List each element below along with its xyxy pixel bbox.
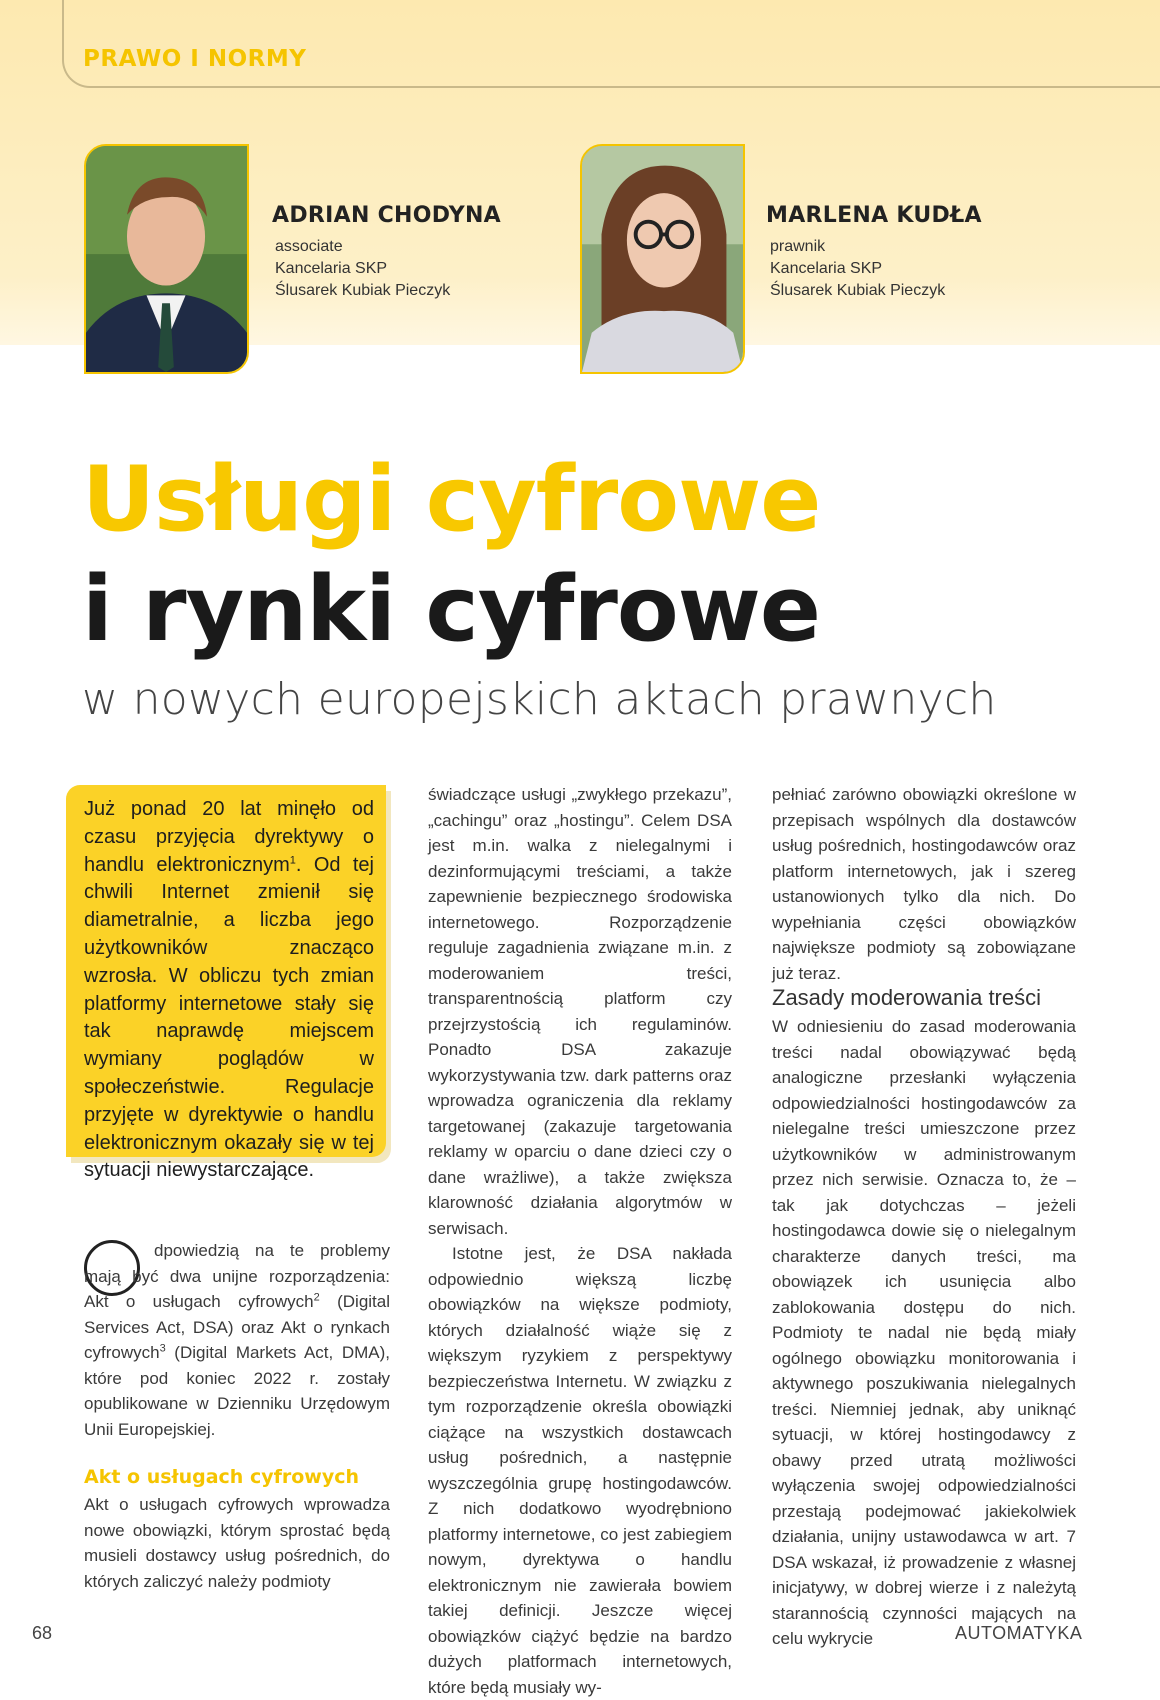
title-line-2: i rynki cyfrowe — [82, 557, 820, 662]
column-2 — [428, 782, 732, 1700]
author-role-1: associate — [275, 238, 343, 255]
footnote-ref-2: 2 — [313, 1291, 320, 1304]
magazine-name: AUTOMATYKA — [955, 1623, 1083, 1643]
footnote-ref-1: 1 — [289, 853, 296, 866]
column-1-para — [84, 1492, 390, 1594]
author-name-2: MARLENA KUDŁA — [766, 203, 982, 228]
author-photo-marlena — [580, 144, 745, 374]
author-firm-1a: Kancelaria SKP — [275, 260, 388, 277]
column-3-body — [772, 1014, 1076, 1652]
subheading-akt-o-uslugach: Akt o usługach cyfrowych — [84, 1466, 360, 1488]
col1-intro-a: dpowiedzią na te problemy mają być dwa unijne rozporządzenia: Akt o usługach cyfrowych — [84, 1241, 390, 1311]
col3-paragraph-2: W odniesieniu do zasad moderowania treści nadal obowiązywać będą analogiczne przesłanki wyłączenia odpowiedzialności hostingodawców za nielegalne treści umieszczone przez użytkowników w administrowanym przez nich serwisie. Oznacza to, że – tak jak dotychczas – jeżeli hostingodawca dowie się o nielegalnym charakterze danych treści, ma obowiązek ich usunięcia albo zablokowania dostępu do nich. Podmioty te nadal nie będą miały ogólnego obowiązku monitorowania i aktywnego poszukiwania nielegalnych treści. Niemniej jednak, aby uniknąć sytuacji, w której hostingodawcy z obawy przed utratą możliwości wyłączenia swojej odpowiedzialności przestają podejmować jakiekolwiek działania, unijny ustawodawca w art. 7 DSA wskazał, iż prowadzenie z własnej inicjatywy, w dobrej wierze i z należytą starannością czynności mających na celu wykrycie — [772, 1017, 1076, 1648]
lead-text-b: . Od tej chwili Internet zmienił się diametralnie, a liczba jego użytkowników znacząco wzrosła. W obliczu tych zmian platformy internetowe stały się tak naprawdę miejscem wymiany poglądów w społeczeństwie. Regulacje przyjęte w dyrektywie o handlu elektronicznym okazały się w tej sytuacji niewystarczające. — [84, 853, 374, 1182]
section-label: PRAWO I NORMY — [83, 46, 307, 72]
author-photo-adrian — [84, 144, 249, 374]
author-name-1: ADRIAN CHODYNA — [272, 203, 502, 228]
author-firm-2a: Kancelaria SKP — [770, 260, 883, 277]
col1-intro-c: (Digital Markets Act, DMA), które pod koniec 2022 r. zostały opublikowane w Dzienniku Urzędowym Unii Europejskiej. — [84, 1343, 390, 1439]
lead-text-a: Już ponad 20 lat minęło od czasu przyjęcia dyrektywy o handlu elektronicznym — [84, 798, 374, 876]
page-number: 68 — [32, 1623, 53, 1643]
col1-para-text: Akt o usługach cyfrowych wprowadza nowe obowiązki, którym sprostać będą musieli dostawcy usług pośrednich, do których zaliczyć należy podmioty — [84, 1495, 390, 1591]
author-firm-2b: Ślusarek Kubiak Pieczyk — [770, 282, 946, 299]
subheading-moderowanie: Zasady moderowania treści — [772, 985, 1042, 1010]
col2-paragraph-2: Istotne jest, że DSA nakłada odpowiednio większą liczbę obowiązków na większe podmioty, których działalność wiąże się z większym ryzykiem z perspektywy bezpieczeństwa Internetu. W związku z tym rozporządzenie określa obowiązki ciążące na wszystkich dostawcach usług pośrednich, a następnie wyszczególnia grupę hostingodawców. Z nich dodatkowo wyodrębniono platformy internetowe, co jest zabiegiem nowym, dyrektywa o handlu elektronicznym nie zawierała bowiem takiej definicji. Jeszcze więcej obowiązków ciążyć będzie na bardzo dużych platformach internetowych, które będą musiały wy- — [428, 1244, 732, 1697]
col3-paragraph-1: pełniać zarówno obowiązki określone w przepisach wspólnych dla dostawców usług pośrednich, hostingodawców oraz platform internetowych, jak i szereg ustanowionych tylko dla nich. Do wypełniania części obowiązków największe podmioty są zobowiązane już teraz. — [772, 785, 1076, 983]
title-line-1: Usługi cyfrowe — [82, 447, 821, 552]
lead-text — [84, 796, 374, 1185]
subtitle: w nowych europejskich aktach prawnych — [82, 674, 997, 725]
column-1-intro — [84, 1238, 390, 1442]
section-tab — [62, 0, 1160, 88]
col1-intro-b: (Digital Services Act, DSA) oraz Akt o rynkach cyfrowych — [84, 1292, 390, 1362]
author-role-2: prawnik — [770, 238, 826, 255]
footnote-ref-3: 3 — [159, 1342, 166, 1355]
author-firm-1b: Ślusarek Kubiak Pieczyk — [275, 282, 451, 299]
column-3-top — [772, 782, 1076, 986]
col2-paragraph-1: świadczące usługi „zwykłego przekazu”, „cachingu” oraz „hostingu”. Celem DSA jest m.in. walka z nielegalnymi i dezinformującymi treściami, a także zapewnienie bezpiecznego środowiska internetowego. Rozporządzenie reguluje zagadnienia związane m.in. z moderowaniem treści, transparentnością platform czy przejrzystością ich regulaminów. Ponadto DSA zakazuje wykorzystywania tzw. dark patterns oraz wprowadza ograniczenia dla reklamy targetowanej (zakazuje targetowania reklamy w oparciu o dane dzieci czy o dane wrażliwe), a także zwiększa klarowność działania algorytmów w serwisach. — [428, 785, 732, 1238]
